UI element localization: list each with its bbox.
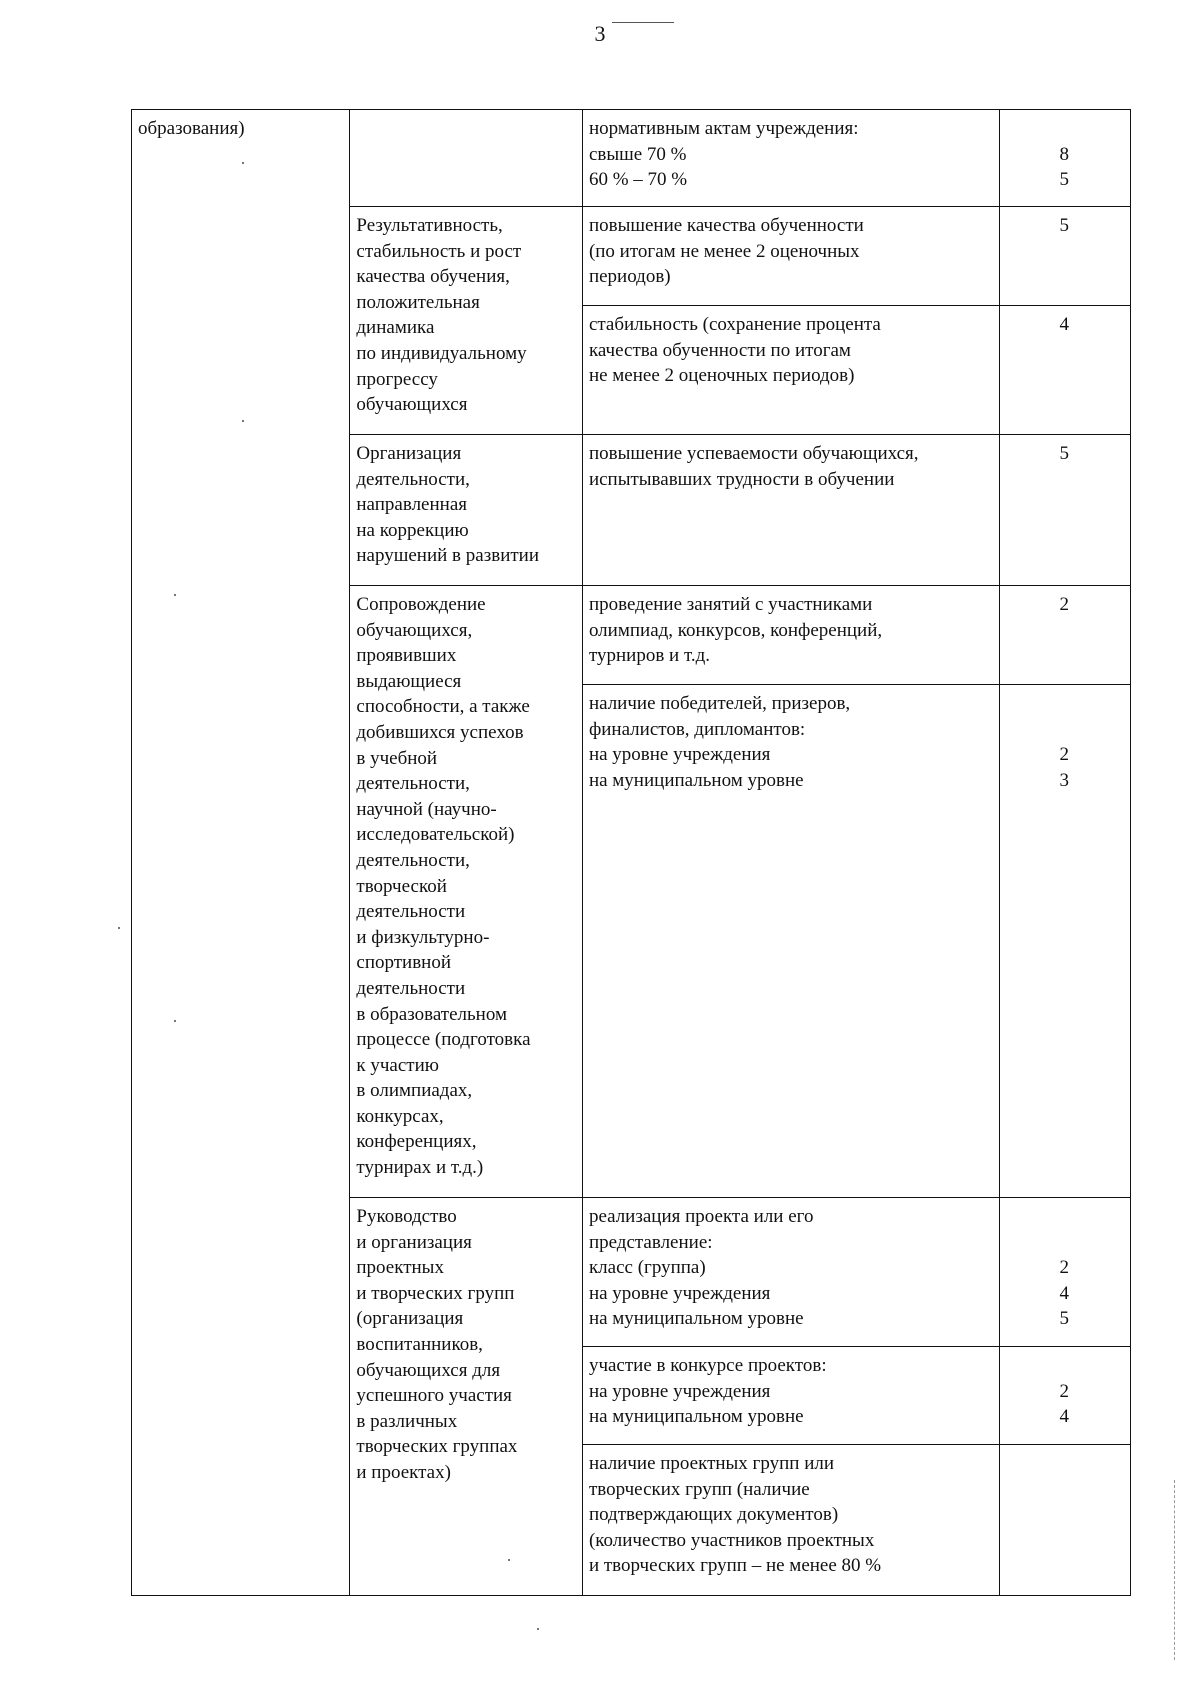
indicator-cell bbox=[350, 110, 583, 207]
criterion-cell: наличие победителей, призеров, финалистов, дипломантов: на уровне учреждения на муниципальном уровне bbox=[582, 685, 999, 1198]
indicator-cell: Руководство и организация проектных и творческих групп (организация воспитанников, обучающихся для успешного участия в различных творческих группах и проектах) bbox=[350, 1198, 583, 1596]
points-cell: 2 bbox=[999, 586, 1130, 685]
criterion-cell: нормативным актам учреждения: свыше 70 % 60 % – 70 % bbox=[582, 110, 999, 207]
scan-edge-line bbox=[1174, 1480, 1175, 1660]
scan-speck bbox=[242, 420, 244, 422]
points-cell: 2 4 5 bbox=[999, 1198, 1130, 1347]
category-cell: образования) bbox=[132, 110, 350, 1596]
page-number: 3 bbox=[594, 21, 606, 46]
points-cell: 8 5 bbox=[999, 110, 1130, 207]
points-cell: 5 bbox=[999, 207, 1130, 306]
scan-speck bbox=[174, 594, 176, 596]
criterion-cell: проведение занятий с участниками олимпиад, конкурсов, конференций, турниров и т.д. bbox=[582, 586, 999, 685]
points-cell: 2 4 bbox=[999, 1347, 1130, 1445]
criterion-cell: повышение успеваемости обучающихся, испытывавших трудности в обучении bbox=[582, 435, 999, 586]
scan-speck bbox=[508, 1559, 510, 1561]
criterion-cell: повышение качества обученности (по итогам не менее 2 оценочных периодов) bbox=[582, 207, 999, 306]
criterion-cell: наличие проектных групп или творческих групп (наличие подтверждающих документов) (количество участников проектных и творческих групп – не менее 80 % bbox=[582, 1445, 999, 1596]
points-cell: 4 bbox=[999, 306, 1130, 435]
criteria-table bbox=[131, 109, 1131, 1596]
scan-speck bbox=[537, 1628, 539, 1630]
scan-speck bbox=[118, 927, 120, 929]
points-cell: 2 3 bbox=[999, 685, 1130, 1198]
points-cell: 5 bbox=[999, 435, 1130, 586]
indicator-cell: Результативность, стабильность и рост качества обучения, положительная динамика по индивидуальному прогрессу обучающихся bbox=[350, 207, 583, 435]
scan-speck bbox=[242, 162, 244, 164]
table-row bbox=[132, 110, 1131, 207]
criterion-cell: участие в конкурсе проектов: на уровне учреждения на муниципальном уровне bbox=[582, 1347, 999, 1445]
scan-speck bbox=[174, 1020, 176, 1022]
indicator-cell: Организация деятельности, направленная на коррекцию нарушений в развитии bbox=[350, 435, 583, 586]
points-cell bbox=[999, 1445, 1130, 1596]
criterion-cell: стабильность (сохранение процента качества обученности по итогам не менее 2 оценочных периодов) bbox=[582, 306, 999, 435]
indicator-cell: Сопровождение обучающихся, проявивших выдающиеся способности, а также добившихся успехов в учебной деятельности, научной (научно- исследовательской) деятельности, творческой деятельности и физкультурно- спортивной деятельности в образовательном процессе (подготовка к участию в олимпиадах, конкурсах, конференциях, турнирах и т.д.) bbox=[350, 586, 583, 1198]
criterion-cell: реализация проекта или его представление: класс (группа) на уровне учреждения на муниципальном уровне bbox=[582, 1198, 999, 1347]
